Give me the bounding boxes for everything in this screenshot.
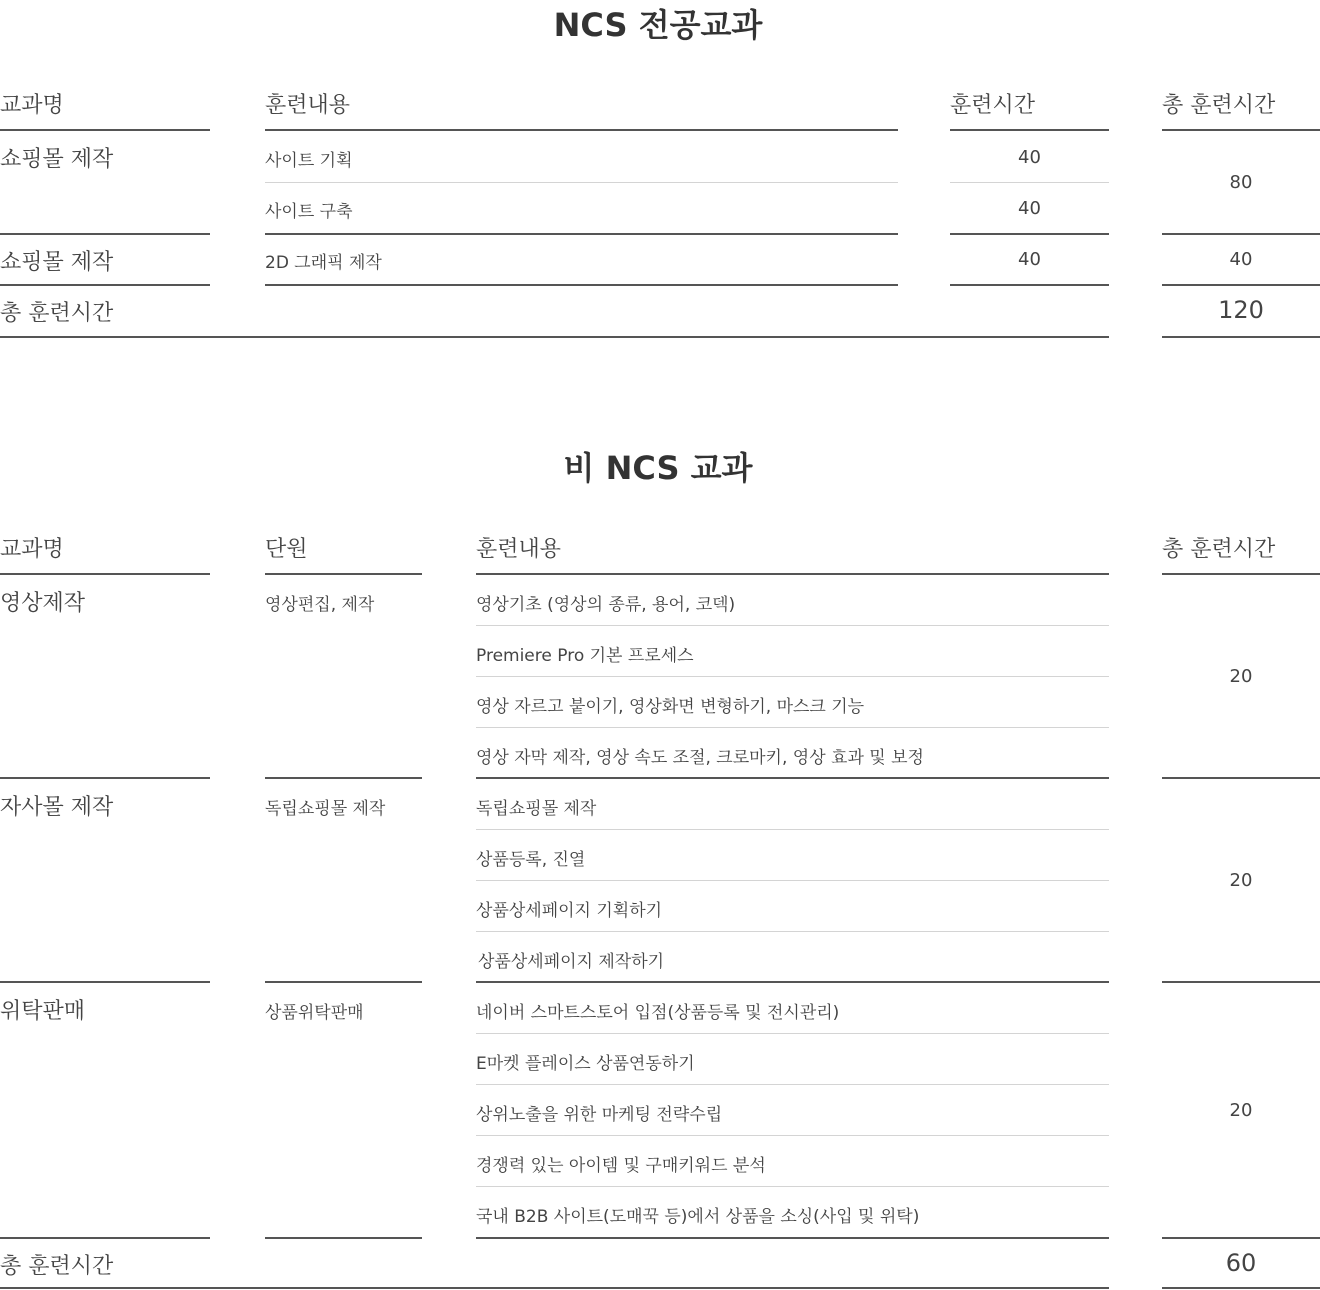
divider [1162, 129, 1320, 131]
ncs-header-subject: 교과명 [0, 93, 64, 118]
divider [0, 1237, 210, 1239]
nonncs-unit: 영상편집, 제작 [265, 595, 375, 615]
nonncs-content: 상품등록, 진열 [476, 850, 586, 870]
divider [265, 129, 898, 131]
nonncs-footer-total: 60 [1225, 1249, 1257, 1277]
nonncs-subject: 영상제작 [0, 591, 86, 616]
nonncs-content: 독립쇼핑몰 제작 [476, 799, 597, 819]
nonncs-header-total: 총 훈련시간 [1162, 537, 1276, 562]
ncs-group-total: 80 [1229, 172, 1253, 193]
divider [476, 1033, 1109, 1034]
divider [476, 1237, 1109, 1239]
divider [950, 182, 1109, 183]
nonncs-content: 경쟁력 있는 아이템 및 구매키워드 분석 [476, 1156, 766, 1176]
divider [950, 129, 1109, 131]
divider [476, 981, 1109, 983]
divider [476, 1186, 1109, 1187]
divider [1162, 981, 1320, 983]
divider [265, 573, 422, 575]
nonncs-group-total: 20 [1229, 1100, 1253, 1121]
ncs-subject: 쇼핑몰 제작 [0, 250, 114, 275]
nonncs-header-unit: 단원 [265, 537, 308, 562]
divider [476, 777, 1109, 779]
divider [265, 981, 422, 983]
nonncs-subject: 자사몰 제작 [0, 795, 114, 820]
nonncs-group-total: 20 [1229, 870, 1253, 891]
divider [0, 1287, 1109, 1289]
divider [476, 1084, 1109, 1085]
ncs-footer-label: 총 훈련시간 [0, 301, 114, 326]
divider [265, 777, 422, 779]
ncs-header-hours: 훈련시간 [950, 93, 1036, 118]
divider [0, 336, 1109, 338]
nonncs-unit: 독립쇼핑몰 제작 [265, 799, 386, 819]
divider [265, 182, 898, 183]
divider [1162, 284, 1320, 286]
ncs-hours: 40 [1018, 198, 1041, 219]
divider [265, 1237, 422, 1239]
divider [265, 284, 898, 286]
ncs-content: 사이트 기획 [265, 151, 353, 171]
nonncs-content: E마켓 플레이스 상품연동하기 [476, 1054, 695, 1074]
divider [476, 625, 1109, 626]
divider [265, 233, 898, 235]
ncs-hours: 40 [1018, 147, 1041, 168]
divider [476, 880, 1109, 881]
divider [1162, 336, 1320, 338]
nonncs-content: 영상기초 (영상의 종류, 용어, 코덱) [476, 595, 736, 615]
ncs-subject: 쇼핑몰 제작 [0, 147, 114, 172]
nonncs-group-total: 20 [1229, 666, 1253, 687]
divider [0, 284, 210, 286]
ncs-content: 2D 그래픽 제작 [265, 253, 382, 273]
divider [476, 931, 1109, 932]
nonncs-footer-label: 총 훈련시간 [0, 1254, 114, 1279]
divider [0, 233, 210, 235]
nonncs-header-subject: 교과명 [0, 537, 64, 562]
nonncs-content: 상품상세페이지 기획하기 [476, 901, 663, 921]
nonncs-content: 국내 B2B 사이트(도매꾹 등)에서 상품을 소싱(사입 및 위탁) [476, 1207, 920, 1227]
divider [476, 829, 1109, 830]
ncs-content: 사이트 구축 [265, 202, 353, 222]
nonncs-content: 네이버 스마트스토어 입점(상품등록 및 전시관리) [476, 1003, 840, 1023]
ncs-header-content: 훈련내용 [265, 93, 351, 118]
divider [476, 676, 1109, 677]
nonncs-title: 비 NCS 교과 [563, 449, 753, 487]
divider [0, 573, 210, 575]
ncs-hours: 40 [1018, 249, 1041, 270]
ncs-group-total: 40 [1229, 249, 1253, 270]
divider [1162, 573, 1320, 575]
nonncs-header-content: 훈련내용 [476, 537, 562, 562]
divider [476, 1135, 1109, 1136]
ncs-footer-total: 120 [1218, 296, 1264, 324]
nonncs-subject: 위탁판매 [0, 999, 86, 1024]
divider [476, 573, 1109, 575]
divider [1162, 1237, 1320, 1239]
nonncs-content: 영상 자르고 붙이기, 영상화면 변형하기, 마스크 기능 [476, 697, 865, 717]
divider [1162, 777, 1320, 779]
divider [1162, 1287, 1320, 1289]
nonncs-content: 상위노출을 위한 마케팅 전략수립 [476, 1105, 723, 1125]
divider [0, 777, 210, 779]
divider [950, 284, 1109, 286]
divider [0, 981, 210, 983]
ncs-header-total: 총 훈련시간 [1162, 93, 1276, 118]
ncs-title: NCS 전공교과 [553, 6, 763, 44]
divider [0, 129, 210, 131]
nonncs-unit: 상품위탁판매 [265, 1003, 364, 1023]
divider [950, 233, 1109, 235]
nonncs-content: 상품상세페이지 제작하기 [478, 952, 665, 972]
nonncs-content: 영상 자막 제작, 영상 속도 조절, 크로마키, 영상 효과 및 보정 [476, 748, 924, 768]
nonncs-content: Premiere Pro 기본 프로세스 [476, 646, 694, 666]
divider [476, 727, 1109, 728]
divider [1162, 233, 1320, 235]
